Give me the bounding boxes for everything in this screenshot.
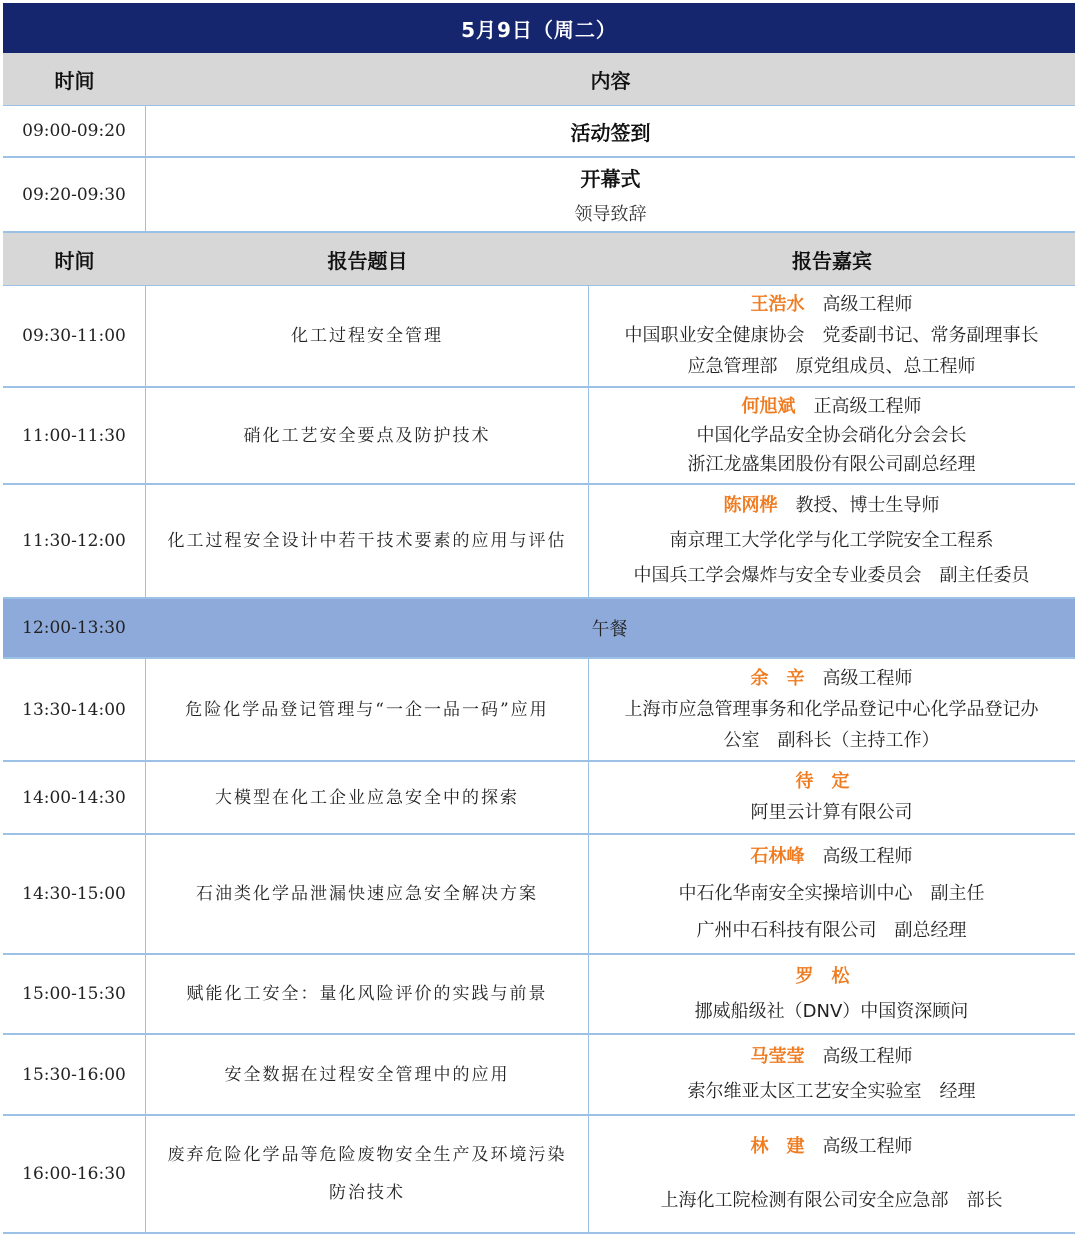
- speaker-affiliation: 挪威船级社（DNV）中国资深顾问: [694, 1000, 969, 1022]
- speaker-name: 石林峰: [750, 846, 805, 868]
- speaker-title: 高级工程师: [822, 1136, 913, 1157]
- lunch-row: [3, 599, 1075, 659]
- opening-cell: [146, 158, 1075, 231]
- date-banner: 5月9日（周二）: [3, 3, 1075, 53]
- speaker-affiliation: 上海化工院检测有限公司安全应急部 部长: [660, 1190, 1003, 1211]
- speaker-affiliation: 南京理工大学化学与化工学院安全工程系: [669, 529, 994, 551]
- speaker-name: 待 定: [795, 770, 850, 792]
- checkin-title: 活动签到: [570, 120, 651, 145]
- speaker-name: 马莹莹: [750, 1045, 805, 1067]
- speaker-name: 罗 松: [795, 965, 850, 987]
- session-time: 14:30-15:00: [3, 835, 146, 953]
- speaker-heading: [751, 1045, 913, 1069]
- speaker-heading: [751, 667, 913, 691]
- speaker-title: 高级工程师: [822, 294, 913, 316]
- speaker-affiliation: 中国兵工学会爆炸与安全专业委员会 副主任委员: [633, 564, 1030, 586]
- afternoon-sessions: [3, 659, 1075, 1234]
- speaker-name: 余 辛: [750, 667, 805, 689]
- speaker-heading: [742, 395, 922, 419]
- session-topic: 化工过程安全管理: [146, 286, 589, 386]
- checkin-time: 09:00-09:20: [3, 106, 146, 156]
- session-row: [3, 835, 1075, 955]
- session-row: [3, 1035, 1075, 1116]
- speaker-cell: [589, 955, 1074, 1033]
- speaker-cell: [589, 1035, 1074, 1114]
- speaker-name: 王浩水: [750, 294, 805, 316]
- speaker-affiliation: 上海市应急管理事务和化学品登记中心化学品登记办: [624, 698, 1039, 720]
- session-row: [3, 659, 1075, 762]
- session-topic: 废弃危险化学品等危险废物安全生产及环境污染防治技术: [146, 1116, 589, 1232]
- speaker-affiliation: 中国化学品安全协会硝化分会会长: [696, 424, 967, 446]
- session-time: 15:30-16:00: [3, 1035, 146, 1114]
- session-row: [3, 762, 1075, 835]
- speaker-affiliation: 浙江龙盛集团股份有限公司副总经理: [687, 453, 976, 475]
- session-row: [3, 388, 1075, 485]
- session-time: 11:00-11:30: [3, 388, 146, 483]
- session-time: 13:30-14:00: [3, 659, 146, 760]
- session-topic: 化工过程安全设计中若干技术要素的应用与评估: [146, 485, 589, 597]
- header-speaker: 报告嘉宾: [792, 248, 872, 273]
- speaker-cell: [589, 485, 1074, 597]
- speaker-cell: [589, 762, 1074, 833]
- speaker-title: 高级工程师: [822, 846, 913, 868]
- speaker-cell: [589, 286, 1074, 386]
- speaker-heading: [751, 845, 913, 869]
- opening-time: 09:20-09:30: [3, 158, 146, 231]
- session-time: 09:30-11:00: [3, 286, 146, 386]
- morning-sessions: [3, 286, 1075, 599]
- session-time: 15:00-15:30: [3, 955, 146, 1033]
- session-row: [3, 485, 1075, 599]
- session-topic: 赋能化工安全：量化风险评价的实践与前景: [146, 955, 589, 1033]
- session-topic: 大模型在化工企业应急安全中的探索: [146, 762, 589, 833]
- session-topic: 危险化学品登记管理与“一企一品一码”应用: [146, 659, 589, 760]
- speaker-name: 林 建: [750, 1136, 805, 1157]
- speaker-heading: [724, 494, 940, 518]
- opening-row: [3, 158, 1075, 233]
- session-time: 14:00-14:30: [3, 762, 146, 833]
- speaker-title: 高级工程师: [822, 667, 913, 689]
- session-topic: 石油类化学品泄漏快速应急安全解决方案: [146, 835, 589, 953]
- speaker-affiliation: 应急管理部 原党组成员、总工程师: [687, 355, 976, 377]
- header-row-content: [3, 53, 1075, 106]
- opening-subtitle: 领导致辞: [574, 204, 647, 225]
- lunch-time: 12:00-13:30: [22, 618, 126, 638]
- speaker-cell: [589, 659, 1074, 760]
- session-row: [3, 955, 1075, 1035]
- speaker-affiliation: 公室 副科长（主持工作）: [723, 729, 940, 751]
- speaker-affiliation: 中国职业安全健康协会 党委副书记、常务副理事长: [624, 324, 1039, 346]
- speaker-title: 教授、博士生导师: [795, 495, 940, 517]
- checkin-row: [3, 106, 1075, 158]
- speaker-title: 正高级工程师: [813, 395, 922, 417]
- header-row-sessions: [3, 233, 1075, 286]
- session-row: [3, 286, 1075, 388]
- speaker-affiliation: 阿里云计算有限公司: [750, 802, 913, 824]
- speaker-title: 高级工程师: [822, 1045, 913, 1067]
- checkin-cell: [146, 106, 1075, 156]
- lunch-label: 午餐: [591, 619, 628, 640]
- speaker-cell: [589, 388, 1074, 483]
- speaker-heading: [796, 965, 868, 989]
- speaker-affiliation: 中石化华南安全实操培训中心 副主任: [678, 882, 985, 904]
- header-topic: 报告题目: [327, 248, 408, 273]
- speaker-cell: [589, 835, 1074, 953]
- speaker-affiliation: 索尔维亚太区工艺安全实验室 经理: [687, 1081, 976, 1103]
- session-topic: 硝化工艺安全要点及防护技术: [146, 388, 589, 483]
- agenda-table: [3, 3, 1075, 1234]
- speaker-name: 陈网桦: [723, 495, 778, 517]
- speaker-heading: [751, 293, 913, 317]
- speaker-heading: [796, 770, 868, 794]
- speaker-cell: [589, 1116, 1074, 1232]
- header-time: 时间: [54, 68, 95, 93]
- session-time: 16:00-16:30: [3, 1116, 146, 1232]
- session-topic: 安全数据在过程安全管理中的应用: [146, 1035, 589, 1114]
- speaker-name: 何旭斌: [741, 395, 796, 417]
- speaker-heading: [751, 1135, 913, 1159]
- header-content: 内容: [590, 68, 631, 93]
- speaker-affiliation: 广州中石科技有限公司 副总经理: [696, 919, 967, 941]
- session-time: 11:30-12:00: [3, 485, 146, 597]
- opening-title: 开幕式: [580, 167, 641, 191]
- header-time: 时间: [54, 248, 95, 273]
- session-row: [3, 1116, 1075, 1234]
